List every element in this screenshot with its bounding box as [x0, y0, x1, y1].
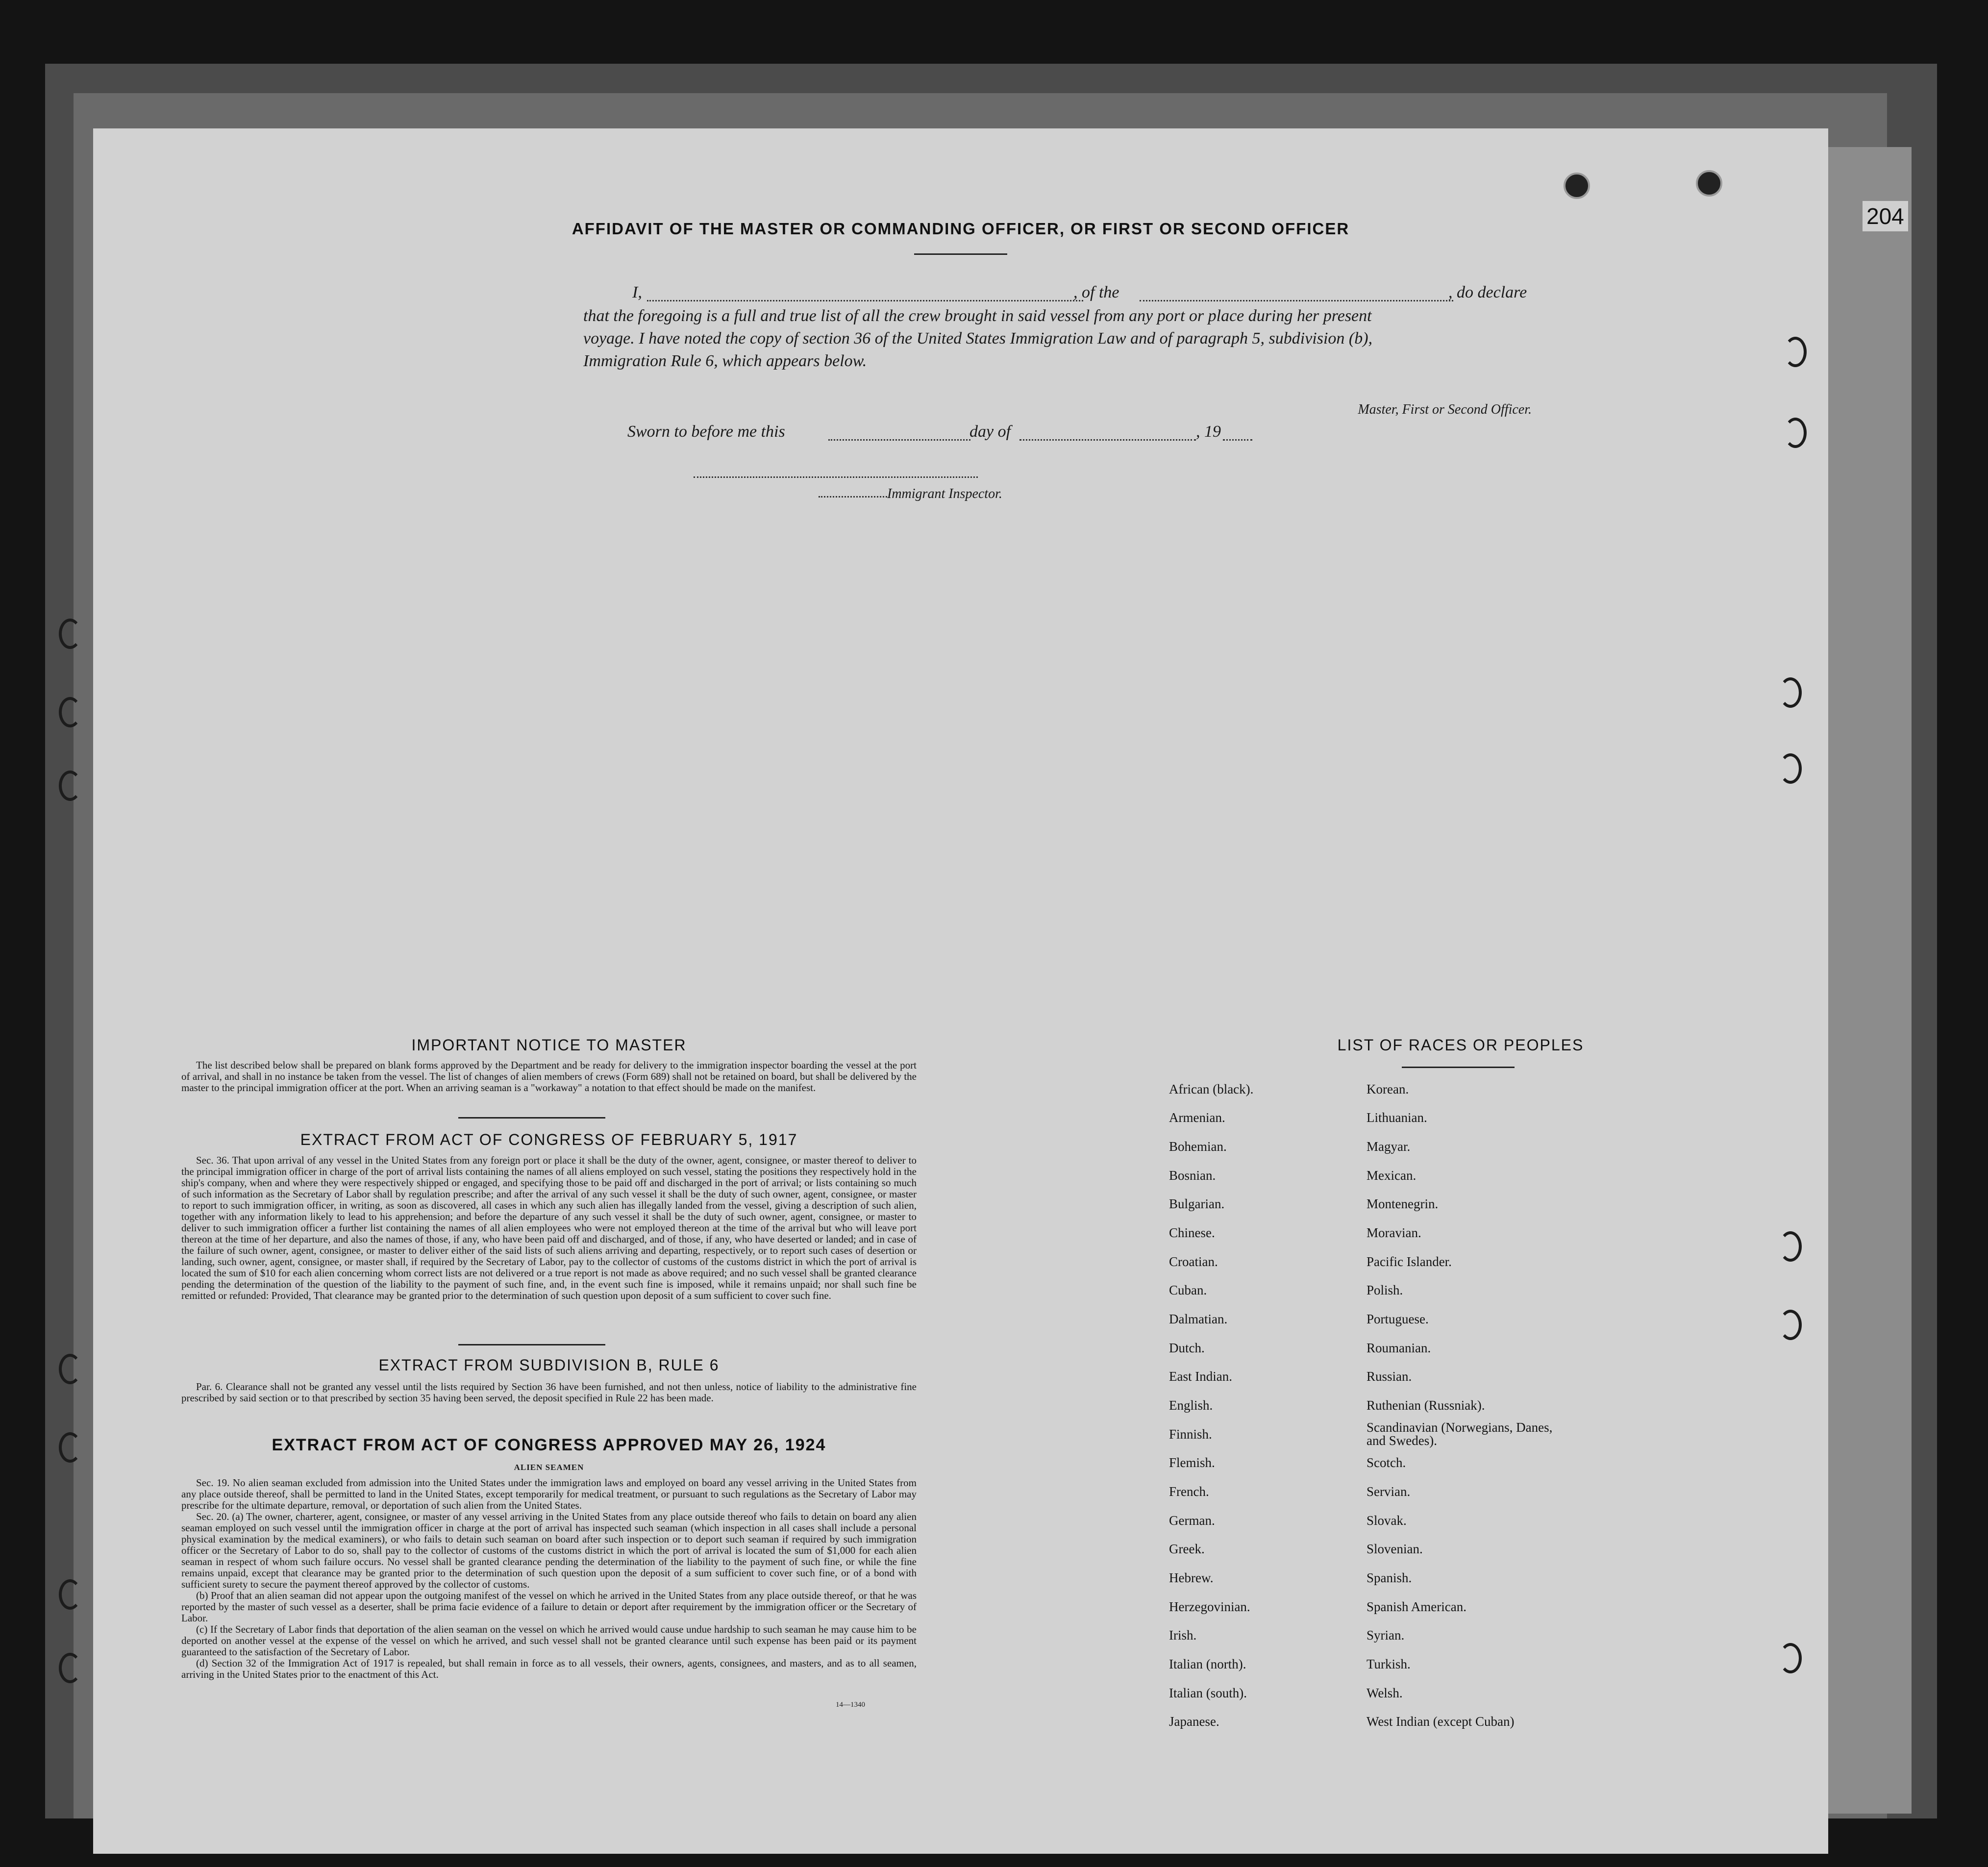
affidavit-title: AFFIDAVIT OF THE MASTER OR COMMANDING OFFICER, OR FIRST OR SECOND OFFICER	[572, 220, 1350, 238]
page-number: 204	[1863, 201, 1908, 231]
extract-1917-text	[181, 1155, 917, 1301]
notice-paragraph: The list described below shall be prepared on blank forms approved by the Department and be ready for delivery to the immigration inspector boarding the vessel at the port of arrival, and shall in no instance be taken from the vessel. The list of changes of alien members of crews (Form 689) shall not be retained on board, but shall be delivered by the master to the principal immigration officer at the port. When an arriving seaman is a "workaway" a notation to that effect should be made on the manifest.	[181, 1059, 917, 1094]
affidavit-body-line-1: that the foregoing is a full and true list of all the crew brought in said vessel from any port or place during her present	[583, 307, 1372, 325]
race-item: Korean.	[1367, 1082, 1409, 1096]
ring-mark-icon	[1784, 337, 1807, 367]
notice-text	[181, 1060, 917, 1094]
extract-1917-title: EXTRACT FROM ACT OF CONGRESS OF FEBRUARY 5, 1917	[300, 1131, 798, 1148]
sec-20d-paragraph: (d) Section 32 of the Immigration Act of 1917 is repealed, but shall remain in force as to all vessels, their owners, agents, consignees, and masters, and as to all seamen, arriving in the United States prior to the enactment of this Act.	[181, 1657, 917, 1680]
signature-caption: Master, First or Second Officer.	[1358, 402, 1532, 417]
race-item: Mexican.	[1367, 1168, 1416, 1183]
race-item: Servian.	[1367, 1484, 1411, 1499]
race-item: Moravian.	[1367, 1225, 1421, 1240]
race-item: African (black).	[1169, 1082, 1254, 1096]
divider	[914, 253, 1007, 255]
do-declare-label: , do declare	[1448, 283, 1527, 301]
notice-title: IMPORTANT NOTICE TO MASTER	[411, 1036, 687, 1054]
divider	[458, 1344, 605, 1345]
ring-mark-icon	[1779, 753, 1802, 784]
page-edge-strip	[1823, 147, 1912, 1814]
sworn-label: Sworn to before me this	[627, 423, 785, 441]
race-item: Greek.	[1169, 1542, 1205, 1556]
year-blank	[1223, 426, 1252, 441]
inspector-blank-short	[819, 491, 887, 498]
document-page	[93, 128, 1828, 1854]
race-item: West Indian (except Cuban)	[1367, 1714, 1515, 1729]
race-item: Montenegrin.	[1367, 1196, 1439, 1211]
race-item: Scotch.	[1367, 1455, 1406, 1470]
binder-hole-top-right	[1696, 170, 1722, 197]
day-of-label: day of	[969, 423, 1011, 441]
alien-seamen-subtitle: ALIEN SEAMEN	[514, 1463, 584, 1472]
ring-mark-icon	[1779, 1643, 1802, 1673]
race-item: Slovak.	[1367, 1513, 1407, 1528]
race-item: Herzegovinian.	[1169, 1599, 1250, 1614]
par-6-paragraph: Par. 6. Clearance shall not be granted any vessel until the lists required by Section 36 have been furnished, and not then unless, notice of liability to the administrative fine prescribed by said section or to that prescribed by section 35 having been served, the deposit specified in Rule 22 has been made.	[181, 1381, 917, 1404]
ring-mark-icon	[59, 1653, 81, 1683]
inspector-signature-blank	[694, 472, 978, 478]
race-item: Chinese.	[1169, 1225, 1215, 1240]
race-item: English.	[1169, 1398, 1213, 1413]
ring-mark-icon	[59, 619, 81, 649]
inspector-caption: Immigrant Inspector.	[887, 486, 1002, 501]
sec-20b-paragraph: (b) Proof that an alien seaman did not appear upon the outgoing manifest of the vessel on which he arrived in the United States from any place outside thereof, or that he was reported by the master of such vessel as a deserter, shall be prima facie evidence of a failure to detain or deport after requirement by the immigration officer or the Secretary of Labor.	[181, 1590, 917, 1624]
race-item: Roumanian.	[1367, 1341, 1431, 1355]
race-item: Dalmatian.	[1169, 1312, 1228, 1326]
divider	[458, 1117, 605, 1119]
rule-6-title: EXTRACT FROM SUBDIVISION B, RULE 6	[378, 1356, 720, 1374]
i-label: I,	[632, 283, 642, 301]
race-item: Dutch.	[1169, 1341, 1205, 1355]
race-item: Bosnian.	[1169, 1168, 1216, 1183]
race-item: Portuguese.	[1367, 1312, 1429, 1326]
race-item: Spanish.	[1367, 1570, 1412, 1585]
race-item: Hebrew.	[1169, 1570, 1214, 1585]
ring-mark-icon	[1784, 418, 1807, 448]
race-item: Lithuanian.	[1367, 1110, 1427, 1125]
race-item: Flemish.	[1169, 1455, 1215, 1470]
race-item: Japanese.	[1169, 1714, 1219, 1729]
form-number: 14—1340	[836, 1701, 865, 1709]
day-blank	[828, 426, 970, 441]
race-item: Croatian.	[1169, 1254, 1218, 1269]
divider	[1402, 1067, 1515, 1068]
ring-mark-icon	[59, 1354, 81, 1384]
ring-mark-icon	[1779, 1310, 1802, 1340]
of-the-label: , of the	[1073, 283, 1119, 301]
race-item: Italian (north).	[1169, 1657, 1246, 1671]
races-title: LIST OF RACES OR PEOPLES	[1337, 1036, 1584, 1054]
race-item: Finnish.	[1169, 1427, 1212, 1442]
sec-19-paragraph: Sec. 19. No alien seaman excluded from admission into the United States under the immigration laws and employed on board any vessel arriving in the United States from any place outside thereof, shall be permitted to land in the United States, except temporarily for medical treatment, or pursuant to such regulations as the Secretary of Labor may prescribe for the ultimate departure, removal, or deportation of such alien from the United States.	[181, 1477, 917, 1511]
sec-20c-paragraph: (c) If the Secretary of Labor finds that deportation of the alien seaman on the vessel on which he arrived would cause undue hardship to such seaman he may cause him to be deported on another vessel at the expense of the vessel on which he arrived, and such vessel shall not be granted clearance until such expense has been paid or its payment guaranteed to the satisfaction of the Secretary of Labor.	[181, 1623, 917, 1658]
ring-mark-icon	[1779, 1231, 1802, 1262]
race-item: Armenian.	[1169, 1110, 1225, 1125]
race-item: Bohemian.	[1169, 1139, 1227, 1154]
race-item: Syrian.	[1367, 1628, 1405, 1643]
ring-mark-icon	[59, 771, 81, 801]
ring-mark-icon	[59, 697, 81, 727]
rule-6-text	[181, 1381, 917, 1404]
month-blank	[1019, 426, 1196, 441]
race-item: Italian (south).	[1169, 1686, 1247, 1700]
race-item: Scandinavian (Norwegians, Danes, and Swedes).	[1367, 1420, 1553, 1448]
ring-mark-icon	[59, 1579, 81, 1610]
year-prefix: , 19	[1196, 423, 1221, 441]
vessel-blank	[1140, 287, 1453, 301]
affidavit-body-line-2: voyage. I have noted the copy of section 36 of the United States Immigration Law and of paragraph 5, subdivision (b),	[583, 329, 1373, 348]
race-item: Turkish.	[1367, 1657, 1411, 1671]
binder-hole-top-left	[1564, 173, 1590, 199]
race-item: Russian.	[1367, 1369, 1412, 1384]
race-item: Slovenian.	[1367, 1542, 1423, 1556]
sec-20a-paragraph: Sec. 20. (a) The owner, charterer, agent, consignee, or master of any vessel arriving in the United States from any place outside thereof who fails to detain on board any alien seaman employed on such vessel until the immigration officer in charge at the port of arrival has inspected such seaman (which inspection in all cases shall include a personal physical examination by the medical examiners), or who fails to detain such seaman on board after such inspection or to deport such seaman if required by such immigration officer or the Secretary of Labor to do so, shall pay to the collector of customs of the customs district in which the port of arrival is located the sum of $1,000 for each alien seaman in respect of whom such failure occurs. No vessel shall be granted clearance pending the determination of the liability to the payment of such fine, or while the fine remains unpaid, except that clearance may be granted prior to the determination of such question upon the deposit of a sum sufficient to cover such fine, or of a bond with sufficient surety to secure the payment thereof approved by the collector of customs.	[181, 1511, 917, 1590]
race-item: Ruthenian (Russniak).	[1367, 1398, 1485, 1413]
name-blank	[647, 287, 1083, 301]
ring-mark-icon	[1779, 677, 1802, 708]
race-item: Spanish American.	[1367, 1599, 1466, 1614]
race-item: Magyar.	[1367, 1139, 1411, 1154]
race-item: Cuban.	[1169, 1283, 1207, 1297]
race-item: Bulgarian.	[1169, 1196, 1225, 1211]
affidavit-body-line-3: Immigration Rule 6, which appears below.	[583, 352, 867, 370]
race-item: Pacific Islander.	[1367, 1254, 1452, 1269]
extract-1924-title: EXTRACT FROM ACT OF CONGRESS APPROVED MAY 26, 1924	[272, 1436, 826, 1454]
sec-36-paragraph: Sec. 36. That upon arrival of any vessel in the United States from any foreign port or place it shall be the duty of the owner, agent, consignee, or master thereof to deliver to the principal immigration officer in charge of the port of arrival lists containing the names of all aliens employed on such vessel, stating the positions they respectively hold in the ship's company, when and where they were respectively shipped or engaged, and specifying those to be paid off and discharged in the port of arrival; or lists containing so much of such information as the Secretary of Labor shall by regulation prescribe; and after the arrival of any such vessel it shall be the duty of such owner, agent, consignee, or master to report to such immigration officer, in writing, as soon as discovered, all cases in which any such alien has illegally landed from the vessel, giving a description of such alien, together with any information likely to lead to his apprehension; and before the departure of any such vessel it shall be the duty of such owner, agent, consignee, or master to deliver to such immigration officer a further list containing the names of all alien employees who were not employed thereon at the time of the arrival but who will leave port thereon at the time of her departure, and also the names of those, if any, who have been paid off and discharged, and of those, if any, who have deserted or landed; and in case of the failure of such owner, agent, consignee, or master to deliver either of the said lists of such aliens arriving and departing, respectively, or to report such cases of desertion or landing, such owner, agent, consignee, or master shall, if required by the Secretary of Labor, pay to the collector of customs of the customs district in which the port of arrival is located the sum of $10 for each alien concerning whom correct lists are not delivered or a true report is not made as above required; and no such vessel shall be granted clearance pending the determination of the question of the liability to the payment of such fine, and, in the event such fine is imposed, while it remains unpaid; nor shall such fine be remitted or refunded: Provided, That clearance may be granted prior to the determination of such question upon deposit of a sum sufficient to cover such fine.	[181, 1154, 917, 1301]
race-item: German.	[1169, 1513, 1215, 1528]
ring-mark-icon	[59, 1432, 81, 1463]
race-item: Welsh.	[1367, 1686, 1403, 1700]
extract-1924-text	[181, 1477, 917, 1680]
race-item: French.	[1169, 1484, 1209, 1499]
race-item: Polish.	[1367, 1283, 1403, 1297]
race-item: East Indian.	[1169, 1369, 1232, 1384]
race-item: Irish.	[1169, 1628, 1197, 1643]
